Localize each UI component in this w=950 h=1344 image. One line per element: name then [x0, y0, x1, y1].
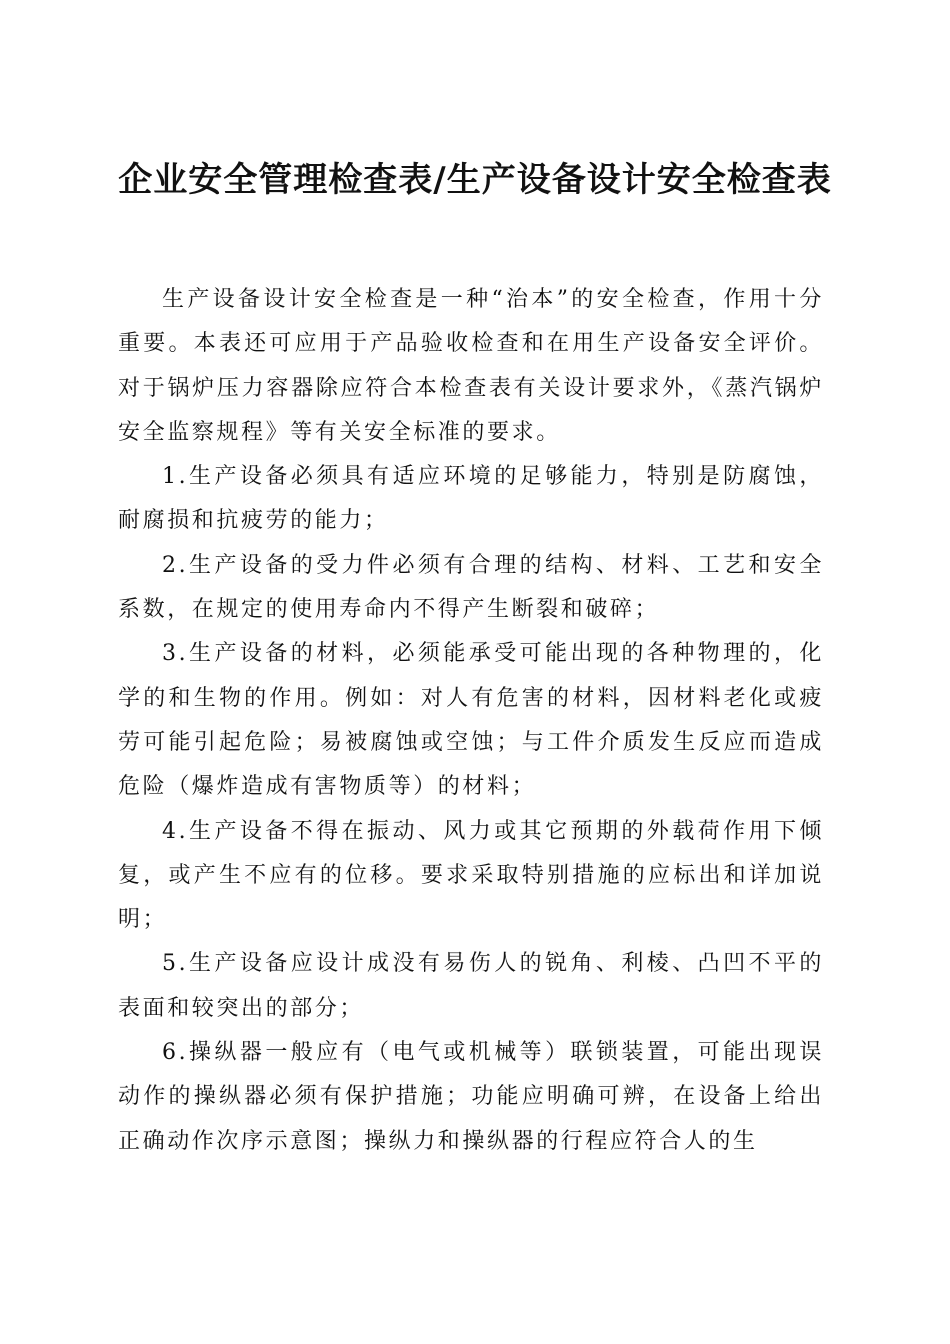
- intro-paragraph: 生产设备设计安全检查是一种“治本”的安全检查，作用十分重要。本表还可应用于产品验收检查和在用生产设备安全评价。对于锅炉压力容器除应符合本检查表有关设计要求外，《蒸汽锅炉安全监察规程》等有关安全标准的要求。: [118, 287, 824, 445]
- item-paragraph-5: 5.生产设备应设计成没有易伤人的锐角、利棱、凸凹不平的表面和较突出的部分；: [118, 951, 824, 1021]
- item-paragraph-3: 3.生产设备的材料，必须能承受可能出现的各种物理的，化学的和生物的作用。例如：对人有危害的材料，因材料老化或疲劳可能引起危险；易被腐蚀或空蚀；与工件介质发生反应而造成危险（爆炸造成有害物质等）的材料；: [118, 641, 824, 800]
- item-paragraph-1: 1.生产设备必须具有适应环境的足够能力，特别是防腐蚀，耐腐损和抗疲劳的能力；: [118, 464, 824, 534]
- item-paragraph-2: 2.生产设备的受力件必须有合理的结构、材料、工艺和安全系数，在规定的使用寿命内不得产生断裂和破碎；: [118, 552, 824, 623]
- document-title: 企业安全管理检查表/生产设备设计安全检查表: [118, 159, 832, 200]
- item-paragraph-6: 6.操纵器一般应有（电气或机械等）联锁装置，可能出现误动作的操纵器必须有保护措施；功能应明确可辨，在设备上给出正确动作次序示意图；操纵力和操纵器的行程应符合人的生: [118, 1040, 824, 1154]
- document-body: [118, 278, 824, 1164]
- item-paragraph-4: 4.生产设备不得在振动、风力或其它预期的外载荷作用下倾复，或产生不应有的位移。要求采取特别措施的应标出和详加说明；: [118, 818, 824, 933]
